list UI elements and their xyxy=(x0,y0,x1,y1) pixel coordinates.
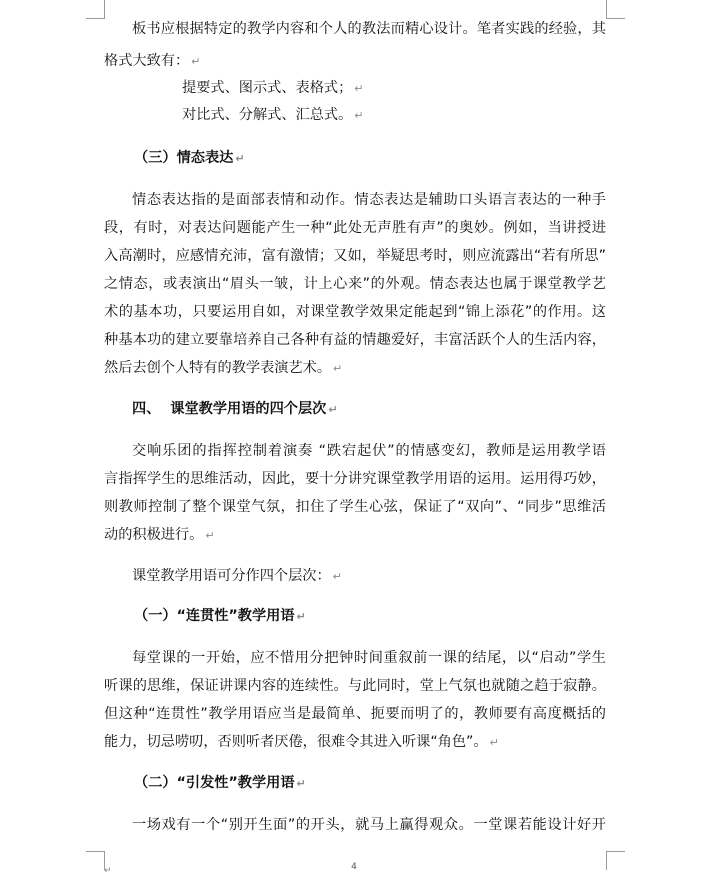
section-heading: （三）情态表达 ↵ xyxy=(134,150,245,166)
paragraph-mark-icon: ↵ xyxy=(235,152,245,165)
paragraph-line: 能力，切忌唠叨，否则听者厌倦，很难令其进入听课“角色”。 ↵ xyxy=(104,734,499,750)
paragraph-line: 动的积极进行。 ↵ xyxy=(104,527,215,543)
page-number: 4 xyxy=(351,862,357,872)
section-heading: 四、 课堂教学用语的四个层次 ↵ xyxy=(132,401,338,417)
paragraph-line: 段，有时，对表达问题能产生一种“此处无声胜有声”的奥妙。例如，当讲授进 xyxy=(104,220,606,236)
paragraph-line: 听课的思维，保证讲课内容的连续性。与此同时，堂上气氛也就随之趋于寂静。 xyxy=(104,678,606,694)
paragraph-mark-icon: ↵ xyxy=(328,403,338,416)
paragraph-mark-icon: ↵ xyxy=(296,610,306,623)
paragraph-line: 入高潮时，应感情充沛，富有激情；又如，举疑思考时，则应流露出“若有所思” xyxy=(104,248,606,264)
paragraph-mark-icon: ↵ xyxy=(489,736,499,749)
section-heading: （二）“引发性”教学用语 ↵ xyxy=(134,775,306,791)
crop-mark-top-left xyxy=(86,0,105,19)
paragraph-line: 一场戏有一个“别开生面”的开头，就马上赢得观众。一堂课若能设计好开 xyxy=(132,817,606,833)
paragraph-mark-icon: ↵ xyxy=(333,362,343,375)
section-heading: （一）“连贯性”教学用语 ↵ xyxy=(134,608,306,624)
paragraph-line: 但这种“连贯性”教学用语应当是最简单、扼要而明了的，教师要有高度概括的 xyxy=(104,706,606,722)
paragraph-mark-icon: ↵ xyxy=(332,570,342,583)
paragraph-mark-icon: ↵ xyxy=(354,109,364,122)
paragraph-line: 术的基本功，只要运用自如，对课堂教学效果定能起到“锦上添花”的作用。这 xyxy=(104,304,606,320)
paragraph-line: 之情态，或表演出“眉头一皱，计上心来”的外观。情态表达也属于课堂教学艺 xyxy=(104,276,606,292)
paragraph-line: 每堂课的一开始，应不惜用分把钟时间重叙前一课的结尾，以“启动”学生 xyxy=(132,650,606,666)
crop-mark-top-right xyxy=(606,0,625,19)
list-line: 提要式、图示式、表格式； ↵ xyxy=(182,80,364,96)
paragraph-line: 情态表达指的是面部表情和动作。情态表达是辅助口头语言表达的一种手 xyxy=(132,192,606,208)
paragraph-line: 然后去创个人特有的教学表演艺术。 ↵ xyxy=(104,360,343,376)
footer-paragraph-mark-icon: ↵ xyxy=(104,866,112,876)
paragraph-line: 种基本功的建立要靠培养自己各种有益的情趣爱好，丰富活跃个人的生活内容， xyxy=(104,332,606,348)
paragraph-line: 格式大致有： ↵ xyxy=(104,53,201,69)
paragraph-mark-icon: ↵ xyxy=(296,777,306,790)
paragraph-line: 课堂教学用语可分作四个层次： ↵ xyxy=(132,568,342,584)
list-line: 对比式、分解式、汇总式。 ↵ xyxy=(182,107,364,123)
paragraph-mark-icon: ↵ xyxy=(191,55,201,68)
paragraph-line: 言指挥学生的思维活动，因此，要十分讲究课堂教学用语的运用。运用得巧妙， xyxy=(104,471,606,487)
paragraph-line: 交响乐团的指挥控制着演奏 “跌宕起伏”的情感变幻，教师是运用教学语 xyxy=(132,443,606,459)
paragraph-line: 板书应根据特定的教学内容和个人的教法而精心设计。笔者实践的经验，其 xyxy=(132,21,606,37)
paragraph-mark-icon: ↵ xyxy=(354,82,364,95)
paragraph-mark-icon: ↵ xyxy=(205,529,215,542)
paragraph-line: 则教师控制了整个课堂气氛，扣住了学生心弦，保证了“双向”、“同步”思维活 xyxy=(104,499,606,515)
